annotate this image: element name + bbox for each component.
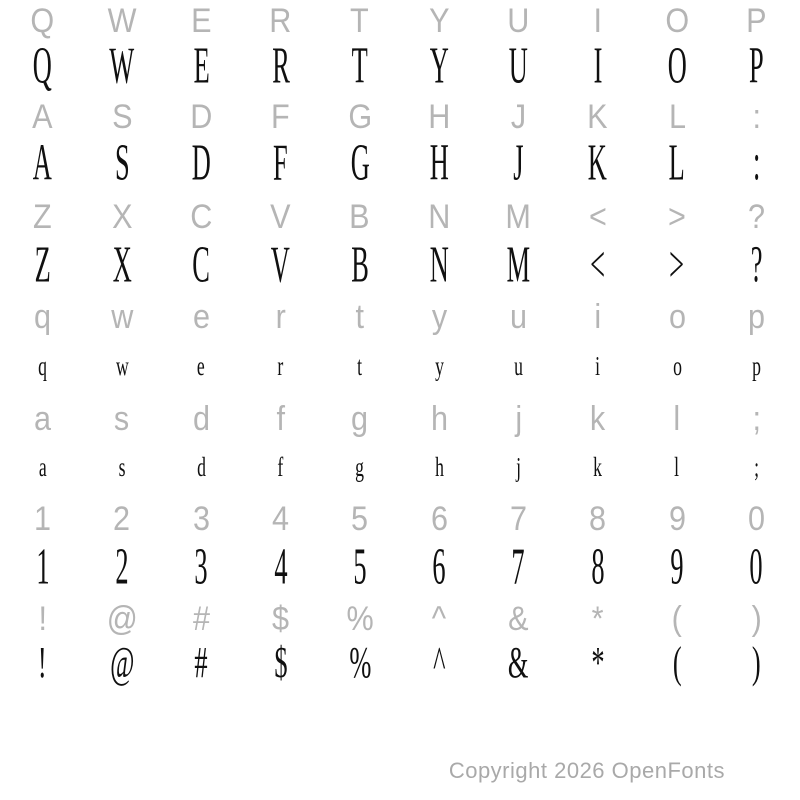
glyph: K [587,98,608,136]
glyph: Q [30,2,55,40]
glyph: H [428,98,451,136]
glyph-cell [3,4,82,38]
glyph: 4 [273,537,288,596]
glyph: 6 [432,537,446,596]
glyph: o [668,298,686,336]
glyph-cell [479,235,558,294]
glyph: $ [273,638,288,687]
glyph-cell [637,537,716,596]
glyph-cell [241,602,320,636]
glyph-cell [399,133,478,192]
glyph-cell [637,602,716,636]
glyph: < [588,198,607,236]
glyph-cell [320,350,399,382]
glyph-cell [320,300,399,334]
glyph: ! [38,638,48,687]
glyph-cell [241,502,320,536]
glyph: o [672,350,682,382]
glyph-cell [241,235,320,294]
glyph: i [595,350,601,382]
glyph-cell [717,402,796,436]
glyph-cell [82,300,161,334]
glyph-cell [558,638,637,687]
glyph-cell [82,133,161,192]
glyph: ? [750,235,763,294]
glyph-cell [320,502,399,536]
glyph-cell [82,638,161,687]
glyph-cell [399,402,478,436]
glyph: C [190,198,213,236]
glyph: ^ [432,638,446,687]
glyph: 5 [353,537,367,596]
glyph: a [34,400,52,438]
glyph: $ [272,600,290,638]
glyph: y [434,350,444,382]
glyph: y [431,298,447,336]
glyph: T [350,2,370,40]
glyph-cell [399,537,478,596]
glyph: O [667,36,687,95]
glyph: P [746,2,767,40]
glyph: : [752,98,761,136]
glyph-cell [162,235,241,294]
glyph: 8 [591,537,605,596]
glyph: A [32,98,53,136]
glyph-cell [320,402,399,436]
glyph: ^ [431,600,447,638]
glyph-cell [637,638,716,687]
glyph-cell [82,451,161,483]
glyph: 4 [272,500,290,538]
glyph-cell [82,235,161,294]
glyph-cell [637,36,716,95]
glyph: G [347,98,372,136]
glyph: K [588,133,608,192]
glyph-cell [3,200,82,234]
glyph-cell [637,235,716,294]
glyph: 3 [192,500,210,538]
glyph-cell [637,100,716,134]
glyph-cell [479,4,558,38]
glyph: > [669,235,685,294]
glyph-cell [479,36,558,95]
glyph: 8 [589,500,607,538]
uppercase-home-row-specimen [3,133,797,192]
glyph: d [196,451,206,483]
glyph: g [351,400,369,438]
glyph: X [111,198,133,236]
glyph-cell [82,100,161,134]
glyph: C [192,235,211,294]
glyph-cell [479,300,558,334]
glyph-cell [241,300,320,334]
glyph: f [276,400,285,438]
glyph: Z [34,235,51,294]
glyph-cell [241,537,320,596]
glyph: G [350,133,370,192]
glyph-cell [558,235,637,294]
glyph-cell [479,100,558,134]
glyph-cell [399,451,478,483]
glyph: 0 [747,500,765,538]
glyph: j [515,451,521,483]
uppercase-home-row-reference [3,90,797,134]
glyph-cell [162,451,241,483]
glyph-cell [399,602,478,636]
glyph-cell [717,300,796,334]
glyph-cell [241,100,320,134]
glyph-cell [558,300,637,334]
glyph-cell [558,502,637,536]
glyph: F [273,133,288,192]
uppercase-bottom-row-reference [3,190,797,234]
glyph: ( [672,638,682,687]
glyph: I [593,36,603,95]
glyph-cell [479,451,558,483]
glyph: M [505,198,532,236]
glyph: ) [751,638,761,687]
glyph-cell [399,235,478,294]
glyph-cell [717,235,796,294]
glyph-cell [637,4,716,38]
glyph-cell [637,502,716,536]
glyph-cell [241,200,320,234]
glyph-cell [320,451,399,483]
glyph-cell [241,402,320,436]
glyph-cell [3,537,82,596]
glyph: < [590,235,606,294]
glyph-cell [3,100,82,134]
glyph: * [591,600,604,638]
glyph-cell [479,537,558,596]
glyph: u [509,298,527,336]
glyph: d [192,400,210,438]
lowercase-home-row-specimen [3,447,797,481]
glyph-cell [399,502,478,536]
glyph-cell [3,300,82,334]
glyph: a [38,451,47,483]
glyph-cell [399,300,478,334]
glyph-cell [320,200,399,234]
glyph: Q [33,36,53,95]
glyph: ! [38,600,47,638]
glyph-cell [399,36,478,95]
lowercase-top-row-specimen [3,346,797,380]
glyph: D [190,98,213,136]
glyph: Y [429,36,449,95]
glyph-cell [162,502,241,536]
glyph: l [674,451,680,483]
lowercase-home-row-reference [3,392,797,436]
glyph-cell [82,36,161,95]
symbols-row-reference [3,592,797,636]
glyph-cell [558,402,637,436]
glyph: R [271,36,290,95]
glyph-cell [479,402,558,436]
glyph-cell [479,350,558,382]
glyph: O [665,2,689,40]
digits-row-specimen [3,537,797,596]
glyph-cell [479,602,558,636]
glyph-cell [320,4,399,38]
glyph-cell [82,350,161,382]
glyph-cell [3,451,82,483]
glyph-cell [82,602,161,636]
glyph: : [752,133,760,192]
glyph: Z [33,198,52,236]
glyph: S [114,133,130,192]
glyph-cell [637,451,716,483]
glyph: # [194,638,208,687]
glyph-cell [241,36,320,95]
glyph-cell [241,638,320,687]
glyph: i [594,298,602,336]
glyph-cell [717,350,796,382]
glyph-cell [241,133,320,192]
glyph: E [193,36,210,95]
glyph-cell [717,451,796,483]
symbols-row-specimen [3,633,797,685]
glyph: B [349,198,371,236]
uppercase-top-row-reference [3,0,797,38]
glyph: S [111,98,133,136]
glyph-cell [399,638,478,687]
glyph: X [112,235,132,294]
glyph-cell [3,402,82,436]
glyph: H [429,133,449,192]
glyph-cell [399,100,478,134]
glyph-cell [399,4,478,38]
glyph: 0 [749,537,763,596]
glyph-cell [3,638,82,687]
glyph: q [38,350,48,382]
glyph-cell [717,537,796,596]
glyph-cell [162,602,241,636]
glyph: t [355,298,365,336]
glyph: R [269,2,292,40]
glyph: # [192,600,210,638]
glyph: I [593,2,602,40]
uppercase-top-row-specimen [3,36,797,95]
glyph: E [191,2,212,40]
glyph: T [351,36,368,95]
glyph-cell [717,200,796,234]
glyph-cell [241,4,320,38]
glyph: 1 [36,537,50,596]
glyph: ; [752,400,761,438]
glyph: r [277,350,284,382]
glyph-cell [637,402,716,436]
glyph: r [275,298,286,336]
glyph: g [355,451,365,483]
glyph: L [668,98,686,136]
glyph-cell [162,4,241,38]
glyph-cell [162,200,241,234]
glyph: D [191,133,211,192]
glyph-cell [320,133,399,192]
glyph: A [33,133,53,192]
glyph: U [508,36,528,95]
glyph: ; [753,451,759,483]
glyph-cell [558,4,637,38]
glyph-cell [637,200,716,234]
glyph: 2 [113,500,131,538]
glyph: k [590,400,606,438]
glyph: % [346,600,374,638]
glyph: 7 [509,500,527,538]
glyph-cell [82,502,161,536]
glyph: ) [751,600,762,638]
glyph: M [506,235,531,294]
glyph-cell [399,350,478,382]
glyph: Y [428,2,450,40]
glyph-cell [162,402,241,436]
glyph: W [109,36,135,95]
glyph: * [591,638,605,687]
glyph: e [192,298,210,336]
glyph: ( [671,600,683,638]
glyph-cell [162,300,241,334]
glyph: 3 [194,537,208,596]
glyph: @ [109,638,135,687]
glyph-cell [558,100,637,134]
glyph: p [751,350,761,382]
digits-row-reference [3,492,797,536]
glyph: t [357,350,363,382]
glyph-cell [3,235,82,294]
glyph-cell [479,133,558,192]
glyph-cell [637,133,716,192]
glyph: F [271,98,290,136]
glyph-cell [320,602,399,636]
glyph: l [673,400,681,438]
glyph: N [428,198,451,236]
glyph-cell [558,451,637,483]
glyph: k [593,451,603,483]
glyph-cell [162,36,241,95]
glyph: w [110,298,133,336]
glyph-cell [3,36,82,95]
glyph: s [118,451,126,483]
glyph: B [351,235,369,294]
glyph-cell [320,235,399,294]
glyph-cell [3,350,82,382]
glyph: @ [106,600,138,638]
glyph-cell [717,502,796,536]
glyph: V [271,235,291,294]
glyph-cell [558,350,637,382]
uppercase-bottom-row-specimen [3,235,797,294]
glyph-cell [320,638,399,687]
glyph-cell [637,300,716,334]
glyph: e [197,350,206,382]
glyph-cell [241,350,320,382]
glyph-cell [241,451,320,483]
glyph-cell [558,133,637,192]
glyph-cell [320,537,399,596]
glyph: P [748,36,764,95]
glyph: V [270,198,291,236]
glyph: j [515,400,522,438]
glyph-cell [3,502,82,536]
glyph: q [34,298,52,336]
glyph-cell [162,100,241,134]
glyph-cell [162,537,241,596]
lowercase-top-row-reference [3,290,797,334]
glyph: 6 [430,500,448,538]
glyph: & [508,600,529,638]
glyph: w [115,350,129,382]
glyph: 2 [115,537,129,596]
glyph-cell [3,133,82,192]
glyph-cell [717,36,796,95]
glyph-cell [82,537,161,596]
glyph: h [434,451,444,483]
glyph-cell [82,402,161,436]
glyph-cell [162,350,241,382]
glyph-cell [717,602,796,636]
glyph: % [348,638,371,687]
glyph-cell [558,36,637,95]
glyph-cell [320,36,399,95]
glyph: J [510,98,527,136]
copyright-text: Copyright 2026 OpenFonts [448,758,725,783]
glyph: & [508,638,529,687]
glyph-cell [3,602,82,636]
glyph-cell [558,537,637,596]
glyph: 5 [351,500,369,538]
glyph: 7 [511,537,526,596]
glyph: s [114,400,130,438]
glyph-cell [479,502,558,536]
glyph-cell [399,200,478,234]
glyph-cell [717,638,796,687]
glyph-cell [162,638,241,687]
glyph: L [668,133,686,192]
glyph-cell [162,133,241,192]
glyph-cell [479,200,558,234]
glyph: U [507,2,530,40]
glyph: W [107,2,137,40]
glyph-cell [82,4,161,38]
glyph-cell [558,602,637,636]
glyph: 1 [34,500,52,538]
glyph-cell [717,4,796,38]
glyph-cell [82,200,161,234]
glyph-cell [717,100,796,134]
glyph: J [513,133,524,192]
glyph: N [429,235,449,294]
glyph-cell [479,638,558,687]
glyph: h [430,400,448,438]
glyph-cell [320,100,399,134]
glyph: > [668,198,686,236]
glyph-cell [558,200,637,234]
glyph-cell [637,350,716,382]
glyph: u [514,350,523,382]
glyph: 9 [670,537,684,596]
glyph: f [277,451,284,483]
glyph: 9 [668,500,686,538]
glyph-cell [717,133,796,192]
glyph: p [747,298,765,336]
glyph: ? [747,198,765,236]
